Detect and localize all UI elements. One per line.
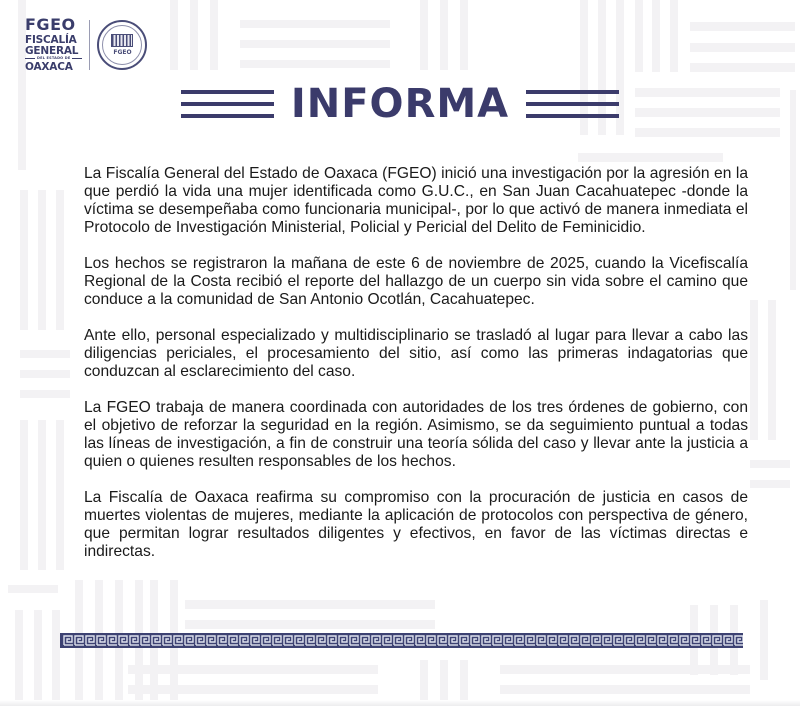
logo-line-2: GENERAL xyxy=(25,44,79,57)
paragraph-5: La Fiscalía de Oaxaca reafirma su compromiso con la procuración de justicia en casos de muertes violentas de mujeres, mediante la aplicación de protocolos con perspectiva de género, que permitan lograr resultados diligentes y efectivos, en favor de las víctimas directas e indirectas. xyxy=(84,489,748,560)
fgeo-wordmark xyxy=(25,17,82,72)
paragraph-4: La FGEO trabaja de manera coordinada con autoridades de los tres órdenes de gobierno, con el objetivo de reforzar la seguridad en la región. Asimismo, se da seguimiento puntual a todas las líneas de investigación, a fin de construir una teoría sólida del caso y llevar ante la justicia a quien o quienes resulten responsables de los hechos. xyxy=(84,399,748,470)
statement-body xyxy=(84,165,748,579)
paragraph-2: Los hechos se registraron la mañana de este 6 de noviembre de 2025, cuando la Vicefiscalía Regional de la Costa recibió el reporte del hallazgo de un cuerpo sin vida sobre el camino que conduce a la comunidad de San Antonio Ocotlán, Cacahuatepec. xyxy=(84,255,748,308)
page-title: INFORMA xyxy=(290,81,510,127)
fgeo-seal-icon xyxy=(97,20,147,70)
right-bars-decoration xyxy=(526,90,619,118)
fgeo-logo xyxy=(25,17,147,72)
left-bars-decoration xyxy=(181,90,274,118)
building-icon xyxy=(111,34,133,47)
logo-divider xyxy=(89,20,90,70)
greek-key-border xyxy=(60,633,743,648)
logo-line-1: FISCALÍA xyxy=(25,34,77,46)
seal-label: FGEO xyxy=(113,48,132,56)
title-row xyxy=(0,81,800,127)
logo-acronym: FGEO xyxy=(25,15,76,34)
logo-small-line: DEL ESTADO DE xyxy=(25,57,82,61)
paragraph-1: La Fiscalía General del Estado de Oaxaca (FGEO) inició una investigación por la agresión en la que perdió la vida una mujer identificada como G.U.C., en San Juan Cacahuatepec -donde la víctima se desempeñaba como funcionaria municipal-, por lo que activó de manera inmediata el Protocolo de Investigación Ministerial, Policial y Pericial del Delito de Feminicidio. xyxy=(84,165,748,236)
logo-line-3: OAXACA xyxy=(25,60,73,73)
paragraph-3: Ante ello, personal especializado y multidisciplinario se trasladó al lugar para llevar a cabo las diligencias periciales, el procesamiento del sitio, así como las primeras indagatorias que conduzcan al esclarecimiento del caso. xyxy=(84,327,748,380)
